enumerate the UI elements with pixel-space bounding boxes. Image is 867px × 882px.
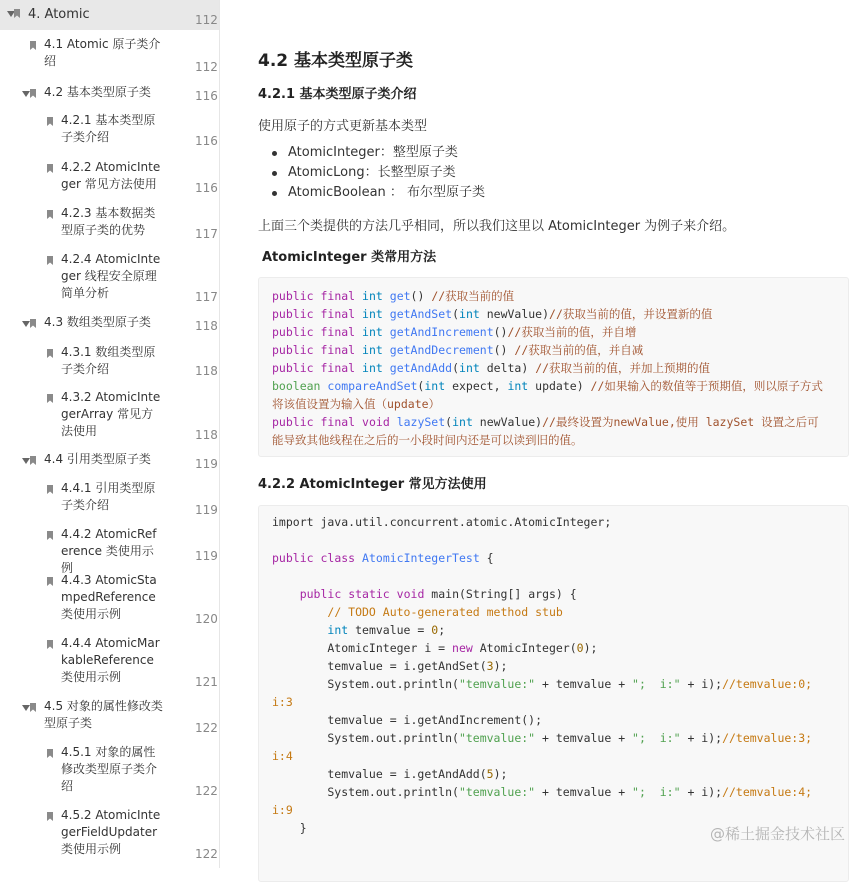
bookmark-icon [47,531,53,540]
toc-item-label: 4.1 Atomic 原子类介绍 [44,37,161,68]
methods-title: AtomicInteger 类常用方法 [262,250,437,265]
toc-item[interactable] [0,247,219,307]
section-title: 4.2 基本类型原子类 [258,51,414,71]
toc-item[interactable] [0,201,219,246]
code-line: AtomicInteger i = new AtomicInteger(0); [272,641,598,655]
toc-page-number: 116 [195,134,218,148]
code-line: public class AtomicIntegerTest { [272,551,494,565]
code-line: public final int get() //获取当前的值 [272,289,515,303]
code-line: 将该值设置为输入值（update） [272,397,441,411]
chevron-down-icon[interactable] [22,458,30,464]
chevron-down-icon[interactable] [22,705,30,711]
toc-page-number: 119 [195,503,218,517]
toc-page-number: 118 [195,319,218,333]
document-content [219,0,867,868]
toc-item-label: 4.5.1 对象的属性修改类型原子类介绍 [61,745,158,793]
bookmark-icon [47,640,53,649]
bookmark-icon [47,749,53,758]
toc-item-label: 4.3.1 数组类型原子类介绍 [61,345,156,376]
toc-page-number: 119 [195,549,218,563]
toc-item[interactable] [0,0,219,30]
code-line: 能导致其他线程在之后的一小段时间内还是可以读到旧的值。 [272,433,583,447]
toc-item[interactable] [0,694,219,739]
toc-item[interactable] [0,568,219,628]
code-line: System.out.println("temvalue:" + temvalue + "; i:" + i);//temvalue:4; [272,785,813,799]
toc-item-label: 4.4.3 AtomicStampedReference 类使用示例 [61,573,157,621]
toc-item-label: 4.2.4 AtomicInteger 线程安全原理简单分析 [61,252,161,300]
code-line: i:9 [272,803,293,817]
bookmark-icon [30,41,36,50]
code-line: public static void main(String[] args) { [299,587,577,601]
code-line: temvalue = i.getAndAdd(5); [272,767,508,781]
toc-item-label: 4.2.3 基本数据类型原子类的优势 [61,206,156,237]
toc-item-label: 4. Atomic [28,7,90,22]
list-item: AtomicLong：长整型原子类 [272,163,485,183]
toc-item-label: 4.4.2 AtomicReference 类使用示例 [61,527,157,575]
methods-code-block [258,277,849,457]
toc-item-label: 4.4.4 AtomicMarkableReference 类使用示例 [61,636,160,684]
toc-item[interactable] [0,740,219,800]
bookmark-icon [47,210,53,219]
toc-page-number: 117 [195,290,218,304]
toc-item[interactable] [0,340,219,385]
bookmark-icon [47,812,53,821]
toc-item[interactable] [0,631,219,691]
subsection-title-4-2-1: 4.2.1 基本类型原子类介绍 [258,87,417,102]
code-line: temvalue = i.getAndIncrement(); [272,713,543,727]
toc-page-number: 118 [195,428,218,442]
toc-item-label: 4.5 对象的属性修改类型原子类 [44,699,163,730]
bookmark-icon [47,256,53,265]
toc-page-number: 119 [195,457,218,471]
code-line: i:3 [272,695,293,709]
toc-item[interactable] [0,803,219,863]
toc-page-number: 122 [195,847,218,861]
bookmark-icon [47,394,53,403]
toc-item[interactable] [0,108,219,153]
code-line: System.out.println("temvalue:" + temvalue + "; i:" + i);//temvalue:3; [272,731,813,745]
code-line: // TODO Auto-generated method stub [327,605,563,619]
toc-page-number: 122 [195,784,218,798]
bookmark-icon [30,456,36,465]
toc-item-label: 4.4 引用类型原子类 [44,452,151,466]
bookmark-icon [47,349,53,358]
toc-item[interactable] [0,155,219,200]
code-line: import java.util.concurrent.atomic.AtomicInteger; [272,515,612,529]
toc-page-number: 122 [195,721,218,735]
bookmark-icon [47,164,53,173]
bookmark-icon [30,319,36,328]
toc-page-number: 116 [195,181,218,195]
toc-item[interactable] [0,310,219,338]
toc-item-label: 4.2 基本类型原子类 [44,85,151,99]
toc-page-number: 117 [195,227,218,241]
intro-paragraph: 使用原子的方式更新基本类型 [258,119,428,134]
bookmark-icon [47,117,53,126]
list-item: AtomicInteger：整型原子类 [272,143,485,163]
toc-item[interactable] [0,522,219,575]
chevron-down-icon[interactable] [22,321,30,327]
toc-item[interactable] [0,80,219,108]
code-line: int temvalue = 0; [327,623,446,637]
bookmark-icon [47,485,53,494]
code-line: public final int getAndDecrement() //获取当前的值，并自减 [272,343,644,357]
code-line: temvalue = i.getAndSet(3); [272,659,508,673]
toc-item[interactable] [0,447,219,475]
toc-item-label: 4.3 数组类型原子类 [44,315,151,329]
code-line: } [272,821,307,835]
bookmark-icon [47,577,53,586]
toc-page-number: 116 [195,89,218,103]
toc-page-number: 112 [195,13,218,27]
code-line: i:4 [272,749,293,763]
toc-item[interactable] [0,476,219,521]
toc-item-label: 4.2.1 基本类型原子类介绍 [61,113,156,144]
code-line: public final void lazySet(int newValue)//最终设置为newValue,使用 lazySet 设置之后可 [272,415,819,429]
code-line: public final int getAndAdd(int delta) //获取当前的值，并加上预期的值 [272,361,711,375]
subsection-title-4-2-2: 4.2.2 AtomicInteger 常见方法使用 [258,477,487,492]
code-line: System.out.println("temvalue:" + temvalue + "; i:" + i);//temvalue:0; [272,677,813,691]
toc-page-number: 118 [195,364,218,378]
list-item: AtomicBoolean ： 布尔型原子类 [272,183,485,203]
toc-item-label: 4.4.1 引用类型原子类介绍 [61,481,156,512]
bookmark-icon [14,9,20,18]
bookmark-icon [30,89,36,98]
toc-page-number: 120 [195,612,218,626]
code-line: boolean compareAndSet(int expect, int update) //如果输入的数值等于预期值，则以原子方式 [272,379,823,393]
class-list [272,143,485,203]
summary-paragraph: 上面三个类提供的方法几乎相同，所以我们这里以 AtomicInteger 为例子来介绍。 [258,219,736,234]
toc-sidebar [0,0,220,868]
chevron-down-icon[interactable] [7,11,15,17]
toc-item-label: 4.2.2 AtomicInteger 常见方法使用 [61,160,161,191]
watermark: @稀土掘金技术社区 [709,825,845,843]
toc-item-label: 4.3.2 AtomicIntegerArray 常见方法使用 [61,390,161,438]
toc-item-label: 4.5.2 AtomicIntegerFieldUpdater 类使用示例 [61,808,161,856]
code-line: public final int getAndIncrement()//获取当前的值，并自增 [272,325,637,339]
toc-page-number: 121 [195,675,218,689]
bookmark-icon [30,703,36,712]
toc-item[interactable] [0,385,219,445]
toc-item[interactable] [0,32,219,77]
code-line: public final int getAndSet(int newValue)//获取当前的值，并设置新的值 [272,307,713,321]
toc-page-number: 112 [195,60,218,74]
chevron-down-icon[interactable] [22,91,30,97]
